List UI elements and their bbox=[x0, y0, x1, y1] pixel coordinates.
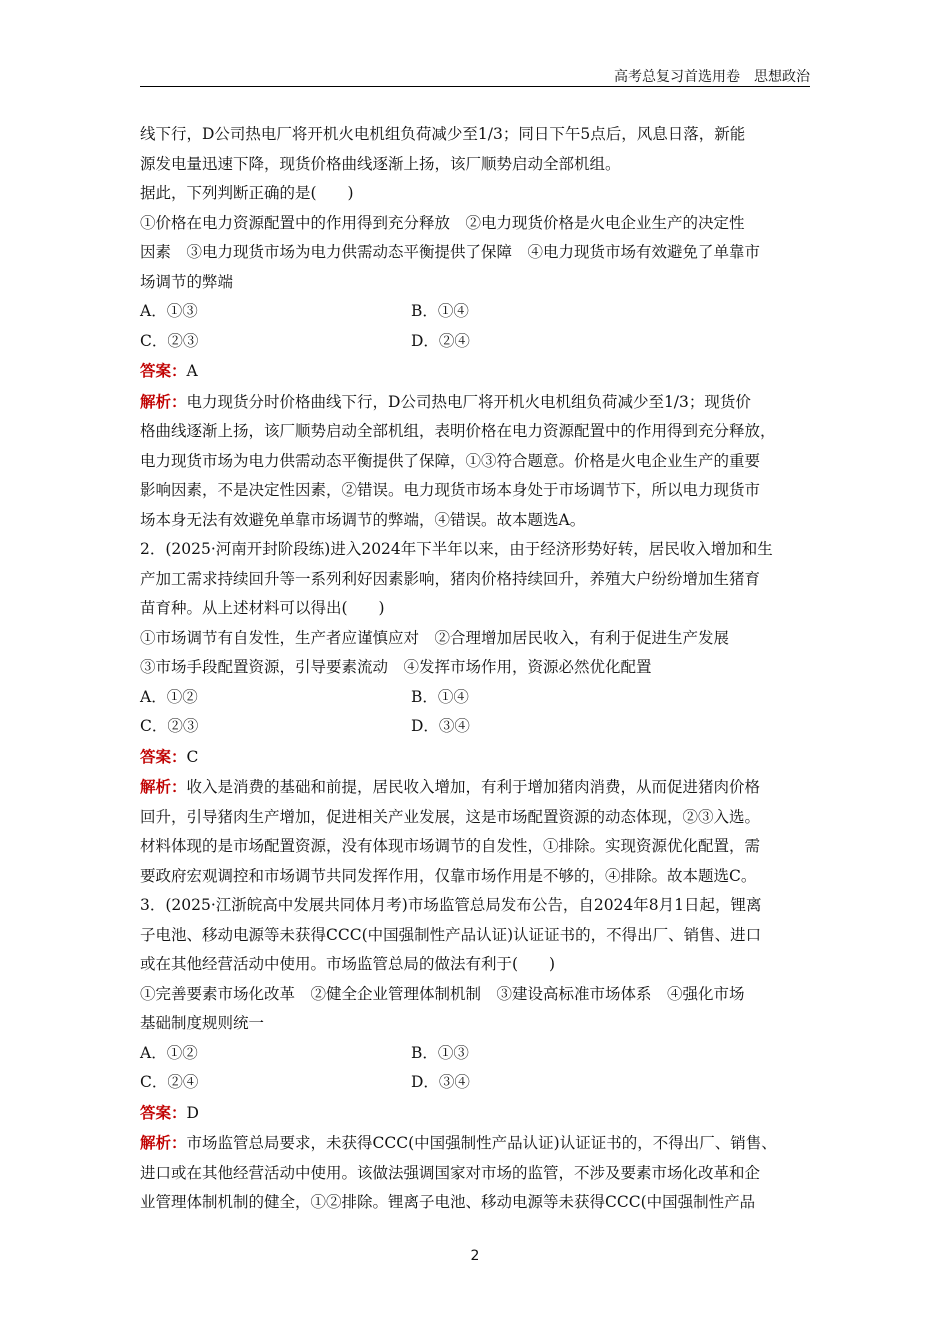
option-row bbox=[140, 327, 810, 357]
analysis-line: 要政府宏观调控和市场调节共同发挥作用，仅靠市场作用是不够的，④排除。故本题选C。 bbox=[140, 866, 757, 885]
question-stem-line: 源发电量迅速下降，现货价格曲线逐渐上扬，该厂顺势启动全部机组。 bbox=[140, 154, 621, 173]
page-content bbox=[140, 120, 810, 1218]
option-row bbox=[140, 1039, 810, 1069]
analysis-line: 影响因素，不是决定性因素，②错误。电力现货市场本身处于市场调节下，所以电力现货市 bbox=[140, 481, 761, 499]
option-c: C．②③ bbox=[140, 331, 199, 350]
statement-line: ①完善要素市场化改革 ②健全企业管理体制机制 ③建设高标准市场体系 ④强化市场 bbox=[140, 984, 745, 1003]
option-b: B．①④ bbox=[411, 302, 469, 320]
analysis-line bbox=[140, 1128, 810, 1159]
answer-label: 答案： bbox=[140, 361, 187, 380]
question-stem-line: 子电池、移动电源等未获得CCC(中国强制性产品认证)认证证书的，不得出厂、销售、进口 bbox=[140, 925, 762, 944]
option-b: B．①④ bbox=[411, 687, 469, 706]
option-a: A．①② bbox=[140, 1043, 198, 1062]
answer-label: 答案： bbox=[140, 746, 187, 766]
statement-line: 基础制度规则统一 bbox=[140, 1014, 265, 1032]
analysis-text: 电力现货分时价格曲线下行，D公司热电厂将开机火电机组负荷减少至1/3；现货价 bbox=[186, 392, 751, 411]
answer-line bbox=[140, 356, 810, 387]
question-stem-line: 或在其他经营活动中使用。市场监管总局的做法有利于( ) bbox=[140, 955, 556, 973]
option-a: A．①③ bbox=[140, 302, 198, 320]
statement-line: 场调节的弊端 bbox=[140, 272, 234, 291]
question-stem-line: 线下行，D公司热电厂将开机火电机组负荷减少至1/3；同日下午5点后，风息日落，新能 bbox=[140, 125, 746, 143]
analysis-line: 材料体现的是市场配置资源，没有体现市场调节的自发性，①排除。实现资源优化配置，需 bbox=[140, 837, 761, 855]
option-row bbox=[140, 712, 810, 742]
analysis-line: 回升，引导猪肉生产增加，促进相关产业发展，这是市场配置资源的动态体现，②③入选。 bbox=[140, 807, 761, 826]
analysis-text: 收入是消费的基础和前提，居民收入增加，有利于增加猪肉消费，从而促进猪肉价格 bbox=[186, 778, 761, 796]
question-3 bbox=[140, 891, 810, 1218]
statement-line: ①价格在电力资源配置中的作用得到充分释放 ②电力现货价格是火电企业生产的决定性 bbox=[140, 213, 745, 232]
analysis-line: 场本身无法有效避免单靠市场调节的弊端，④错误。故本题选A。 bbox=[140, 510, 586, 529]
question-1 bbox=[140, 120, 810, 535]
analysis-line bbox=[140, 772, 810, 803]
analysis-label: 解析： bbox=[140, 391, 187, 411]
answer-line bbox=[140, 742, 810, 773]
statement-line: ③市场手段配置资源，引导要素流动 ④发挥市场作用，资源必然优化配置 bbox=[140, 658, 652, 676]
analysis-line: 格曲线逐渐上扬，该厂顺势启动全部机组，表明价格在电力资源配置中的作用得到充分释放， bbox=[140, 422, 776, 440]
option-row bbox=[140, 297, 810, 327]
analysis-label: 解析： bbox=[140, 1133, 187, 1152]
answer-label: 答案： bbox=[140, 1102, 187, 1122]
running-header: 高考总复习首选用卷 思想政治 bbox=[614, 69, 810, 85]
page-number: 2 bbox=[470, 1248, 480, 1264]
question-stem-line: 3．(2025·江浙皖高中发展共同体月考)市场监管总局发布公告，自2024年8月1日起，锂离 bbox=[140, 896, 762, 914]
analysis-line bbox=[140, 387, 810, 418]
analysis-text: 市场监管总局要求，未获得CCC(中国强制性产品认证)认证证书的，不得出厂、销售、 bbox=[186, 1134, 777, 1152]
statement-line: 因素 ③电力现货市场为电力供需动态平衡提供了保障 ④电力现货市场有效避免了单靠市 bbox=[140, 243, 761, 261]
answer-value: D bbox=[186, 1103, 199, 1122]
answer-value: A bbox=[186, 362, 198, 380]
analysis-label: 解析： bbox=[140, 777, 187, 796]
option-d: D．③④ bbox=[411, 717, 470, 735]
option-d: D．②④ bbox=[411, 331, 470, 350]
question-stem-line: 苗育种。从上述材料可以得出( ) bbox=[140, 599, 385, 617]
option-c: C．②③ bbox=[140, 717, 199, 735]
option-row bbox=[140, 1068, 810, 1098]
statement-line: ①市场调节有自发性，生产者应谨慎应对 ②合理增加居民收入，有利于促进生产发展 bbox=[140, 628, 730, 647]
analysis-line: 电力现货市场为电力供需动态平衡提供了保障，①③符合题意。价格是火电企业生产的重要 bbox=[140, 451, 761, 470]
answer-line bbox=[140, 1098, 810, 1129]
question-stem-line: 产加工需求持续回升等一系列利好因素影响，猪肉价格持续回升，养殖大户纷纷增加生猪育 bbox=[140, 569, 761, 588]
header-rule bbox=[140, 86, 810, 87]
question-stem-line: 2．(2025·河南开封阶段练)进入2024年下半年以来，由于经济形势好转，居民收入增加和生 bbox=[140, 540, 773, 558]
option-a: A．①② bbox=[140, 687, 198, 706]
option-d: D．③④ bbox=[411, 1073, 470, 1091]
option-row bbox=[140, 683, 810, 713]
analysis-line: 业管理体制机制的健全，①②排除。锂离子电池、移动电源等未获得CCC(中国强制性产品 bbox=[140, 1193, 756, 1211]
question-stem-line: 据此，下列判断正确的是( ) bbox=[140, 184, 354, 202]
option-b: B．①③ bbox=[411, 1043, 469, 1062]
analysis-line: 进口或在其他经营活动中使用。该做法强调国家对市场的监管，不涉及要素市场化改革和企 bbox=[140, 1163, 761, 1182]
option-c: C．②④ bbox=[140, 1073, 199, 1091]
answer-value: C bbox=[186, 747, 199, 766]
question-2 bbox=[140, 535, 810, 891]
